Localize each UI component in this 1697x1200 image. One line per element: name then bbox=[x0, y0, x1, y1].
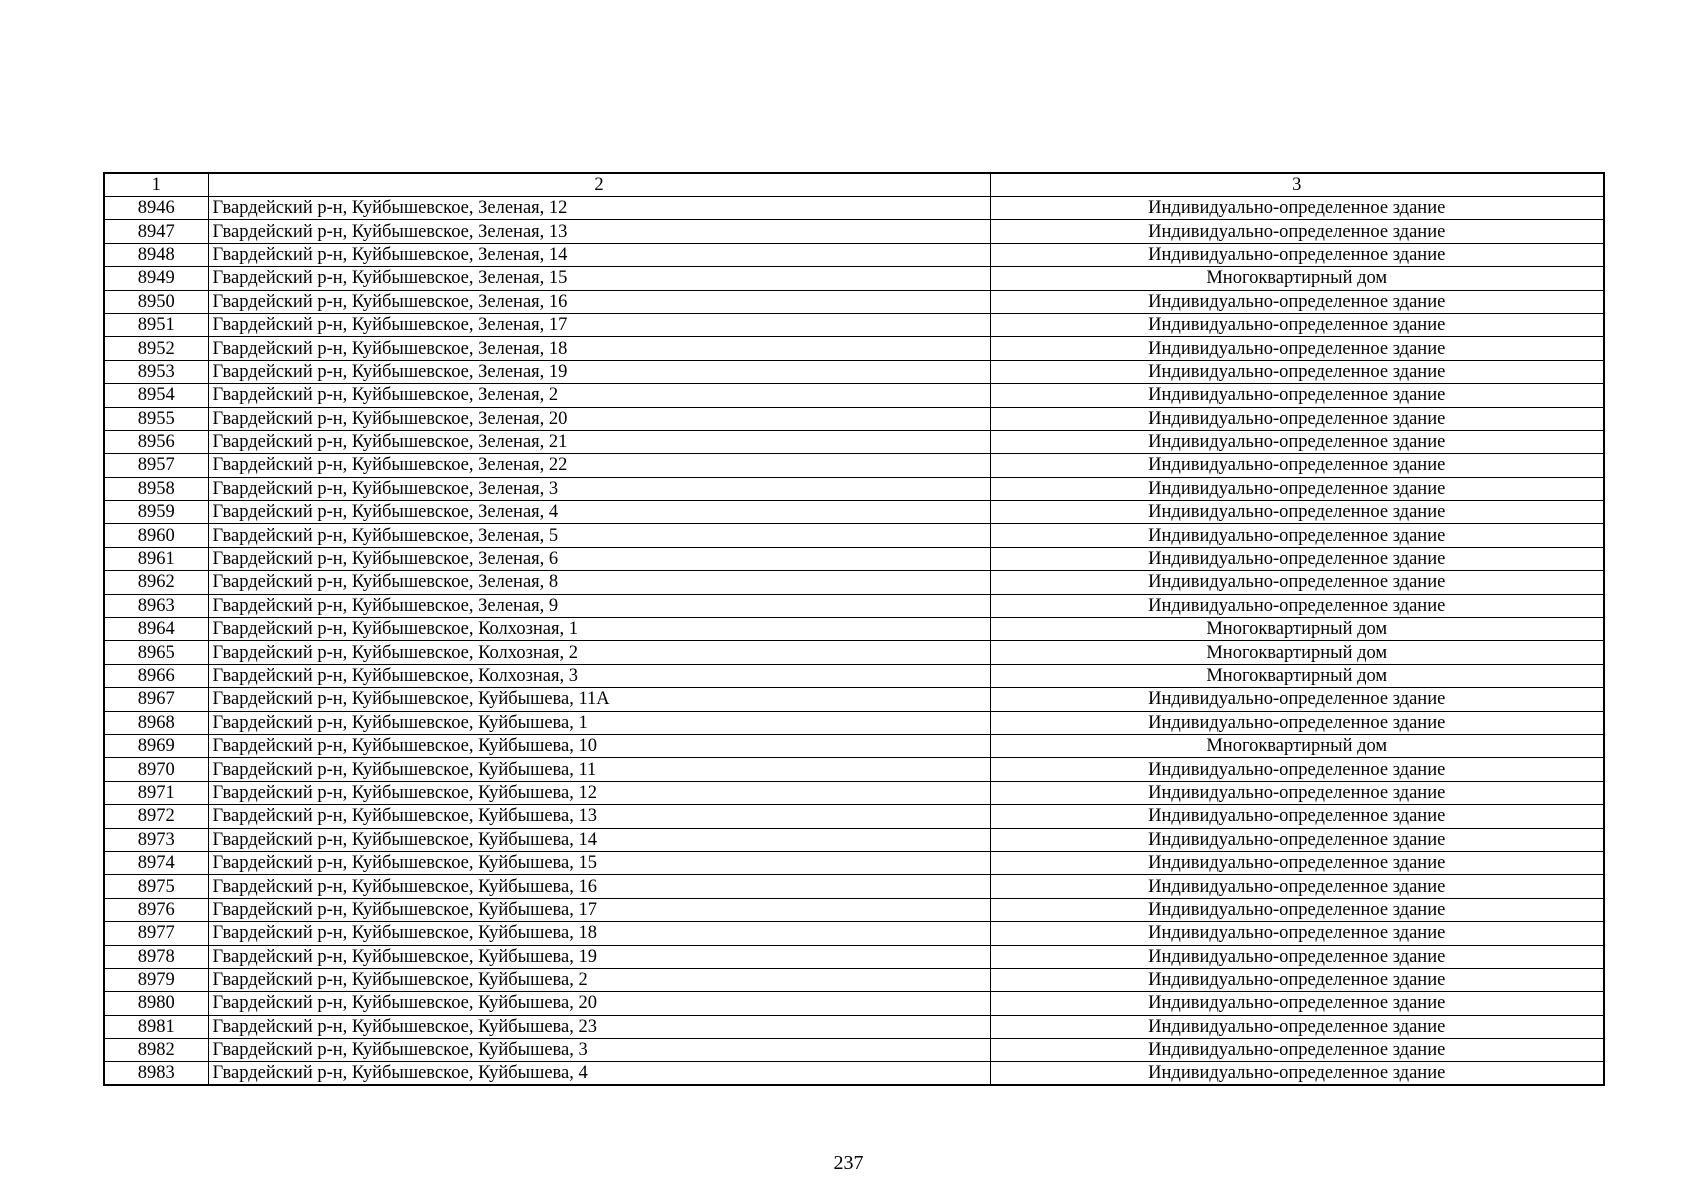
table-row bbox=[104, 524, 1604, 547]
table-row bbox=[104, 922, 1604, 945]
row-type-cell: Многоквартирный дом bbox=[990, 664, 1604, 687]
table-row bbox=[104, 945, 1604, 968]
row-address-cell: Гвардейский р-н, Куйбышевское, Зеленая, 15 bbox=[208, 267, 990, 290]
row-address-cell: Гвардейский р-н, Куйбышевское, Куйбышева, 13 bbox=[208, 805, 990, 828]
row-address-cell: Гвардейский р-н, Куйбышевское, Зеленая, 22 bbox=[208, 454, 990, 477]
header-col-2: 2 bbox=[208, 173, 990, 197]
row-number-cell: 8948 bbox=[104, 243, 208, 266]
table-row bbox=[104, 992, 1604, 1015]
row-address-cell: Гвардейский р-н, Куйбышевское, Куйбышева, 19 bbox=[208, 945, 990, 968]
row-type-cell: Индивидуально-определенное здание bbox=[990, 1015, 1604, 1038]
row-type-cell: Индивидуально-определенное здание bbox=[990, 875, 1604, 898]
table-row bbox=[104, 758, 1604, 781]
row-address-cell: Гвардейский р-н, Куйбышевское, Куйбышева, 14 bbox=[208, 828, 990, 851]
table-row bbox=[104, 711, 1604, 734]
row-address-cell: Гвардейский р-н, Куйбышевское, Зеленая, 13 bbox=[208, 220, 990, 243]
row-type-cell: Индивидуально-определенное здание bbox=[990, 968, 1604, 991]
row-address-cell: Гвардейский р-н, Куйбышевское, Куйбышева, 11А bbox=[208, 688, 990, 711]
row-number-cell: 8970 bbox=[104, 758, 208, 781]
row-type-cell: Индивидуально-определенное здание bbox=[990, 805, 1604, 828]
table-row bbox=[104, 197, 1604, 220]
row-address-cell: Гвардейский р-н, Куйбышевское, Зеленая, 5 bbox=[208, 524, 990, 547]
row-number-cell: 8976 bbox=[104, 898, 208, 921]
row-type-cell: Индивидуально-определенное здание bbox=[990, 430, 1604, 453]
table-row bbox=[104, 594, 1604, 617]
row-address-cell: Гвардейский р-н, Куйбышевское, Куйбышева, 15 bbox=[208, 851, 990, 874]
table-row bbox=[104, 1062, 1604, 1086]
row-address-cell: Гвардейский р-н, Куйбышевское, Зеленая, 2 bbox=[208, 384, 990, 407]
row-number-cell: 8969 bbox=[104, 734, 208, 757]
row-address-cell: Гвардейский р-н, Куйбышевское, Зеленая, 19 bbox=[208, 360, 990, 383]
row-number-cell: 8947 bbox=[104, 220, 208, 243]
row-address-cell: Гвардейский р-н, Куйбышевское, Куйбышева, 17 bbox=[208, 898, 990, 921]
row-address-cell: Гвардейский р-н, Куйбышевское, Куйбышева, 1 bbox=[208, 711, 990, 734]
table-row bbox=[104, 618, 1604, 641]
row-number-cell: 8954 bbox=[104, 384, 208, 407]
row-type-cell: Индивидуально-определенное здание bbox=[990, 688, 1604, 711]
row-number-cell: 8951 bbox=[104, 313, 208, 336]
row-number-cell: 8955 bbox=[104, 407, 208, 430]
table-row bbox=[104, 664, 1604, 687]
row-type-cell: Индивидуально-определенное здание bbox=[990, 197, 1604, 220]
row-address-cell: Гвардейский р-н, Куйбышевское, Куйбышева, 2 bbox=[208, 968, 990, 991]
row-number-cell: 8961 bbox=[104, 547, 208, 570]
row-type-cell: Индивидуально-определенное здание bbox=[990, 828, 1604, 851]
row-number-cell: 8974 bbox=[104, 851, 208, 874]
table-row bbox=[104, 641, 1604, 664]
page-number: 237 bbox=[833, 1152, 864, 1174]
row-number-cell: 8958 bbox=[104, 477, 208, 500]
row-number-cell: 8966 bbox=[104, 664, 208, 687]
row-address-cell: Гвардейский р-н, Куйбышевское, Колхозная, 3 bbox=[208, 664, 990, 687]
row-type-cell: Индивидуально-определенное здание bbox=[990, 571, 1604, 594]
table-row bbox=[104, 454, 1604, 477]
row-address-cell: Гвардейский р-н, Куйбышевское, Зеленая, 17 bbox=[208, 313, 990, 336]
row-type-cell: Индивидуально-определенное здание bbox=[990, 1062, 1604, 1086]
table-row bbox=[104, 501, 1604, 524]
row-address-cell: Гвардейский р-н, Куйбышевское, Куйбышева, 18 bbox=[208, 922, 990, 945]
table-row bbox=[104, 220, 1604, 243]
row-number-cell: 8978 bbox=[104, 945, 208, 968]
table-row bbox=[104, 828, 1604, 851]
row-address-cell: Гвардейский р-н, Куйбышевское, Куйбышева, 3 bbox=[208, 1039, 990, 1062]
row-type-cell: Индивидуально-определенное здание bbox=[990, 851, 1604, 874]
table-row bbox=[104, 360, 1604, 383]
table-row bbox=[104, 851, 1604, 874]
row-address-cell: Гвардейский р-н, Куйбышевское, Зеленая, 9 bbox=[208, 594, 990, 617]
row-address-cell: Гвардейский р-н, Куйбышевское, Куйбышева, 20 bbox=[208, 992, 990, 1015]
row-address-cell: Гвардейский р-н, Куйбышевское, Куйбышева, 10 bbox=[208, 734, 990, 757]
row-type-cell: Индивидуально-определенное здание bbox=[990, 945, 1604, 968]
row-number-cell: 8980 bbox=[104, 992, 208, 1015]
row-type-cell: Индивидуально-определенное здание bbox=[990, 477, 1604, 500]
row-address-cell: Гвардейский р-н, Куйбышевское, Куйбышева, 16 bbox=[208, 875, 990, 898]
row-number-cell: 8977 bbox=[104, 922, 208, 945]
row-type-cell: Индивидуально-определенное здание bbox=[990, 594, 1604, 617]
row-address-cell: Гвардейский р-н, Куйбышевское, Колхозная, 2 bbox=[208, 641, 990, 664]
table-row bbox=[104, 1015, 1604, 1038]
row-number-cell: 8981 bbox=[104, 1015, 208, 1038]
row-number-cell: 8956 bbox=[104, 430, 208, 453]
row-type-cell: Индивидуально-определенное здание bbox=[990, 781, 1604, 804]
row-number-cell: 8953 bbox=[104, 360, 208, 383]
table-row bbox=[104, 243, 1604, 266]
row-number-cell: 8964 bbox=[104, 618, 208, 641]
row-type-cell: Индивидуально-определенное здание bbox=[990, 454, 1604, 477]
row-type-cell: Индивидуально-определенное здание bbox=[990, 407, 1604, 430]
row-number-cell: 8979 bbox=[104, 968, 208, 991]
row-address-cell: Гвардейский р-н, Куйбышевское, Зеленая, 12 bbox=[208, 197, 990, 220]
row-address-cell: Гвардейский р-н, Куйбышевское, Зеленая, 18 bbox=[208, 337, 990, 360]
row-number-cell: 8983 bbox=[104, 1062, 208, 1086]
row-type-cell: Индивидуально-определенное здание bbox=[990, 1039, 1604, 1062]
table-row bbox=[104, 267, 1604, 290]
table-row bbox=[104, 898, 1604, 921]
row-type-cell: Многоквартирный дом bbox=[990, 641, 1604, 664]
row-address-cell: Гвардейский р-н, Куйбышевское, Куйбышева, 4 bbox=[208, 1062, 990, 1086]
row-type-cell: Многоквартирный дом bbox=[990, 618, 1604, 641]
table-row bbox=[104, 407, 1604, 430]
row-address-cell: Гвардейский р-н, Куйбышевское, Куйбышева, 11 bbox=[208, 758, 990, 781]
row-type-cell: Многоквартирный дом bbox=[990, 267, 1604, 290]
table-row bbox=[104, 313, 1604, 336]
row-number-cell: 8971 bbox=[104, 781, 208, 804]
row-number-cell: 8973 bbox=[104, 828, 208, 851]
row-number-cell: 8946 bbox=[104, 197, 208, 220]
row-type-cell: Индивидуально-определенное здание bbox=[990, 337, 1604, 360]
row-type-cell: Индивидуально-определенное здание bbox=[990, 711, 1604, 734]
table-row bbox=[104, 1039, 1604, 1062]
table-row bbox=[104, 430, 1604, 453]
row-number-cell: 8957 bbox=[104, 454, 208, 477]
table-row bbox=[104, 384, 1604, 407]
row-address-cell: Гвардейский р-н, Куйбышевское, Зеленая, 6 bbox=[208, 547, 990, 570]
table-row bbox=[104, 805, 1604, 828]
table-row bbox=[104, 290, 1604, 313]
row-number-cell: 8967 bbox=[104, 688, 208, 711]
row-type-cell: Индивидуально-определенное здание bbox=[990, 992, 1604, 1015]
row-number-cell: 8982 bbox=[104, 1039, 208, 1062]
row-type-cell: Индивидуально-определенное здание bbox=[990, 360, 1604, 383]
row-type-cell: Индивидуально-определенное здание bbox=[990, 547, 1604, 570]
row-type-cell: Индивидуально-определенное здание bbox=[990, 313, 1604, 336]
row-number-cell: 8949 bbox=[104, 267, 208, 290]
row-address-cell: Гвардейский р-н, Куйбышевское, Зеленая, 3 bbox=[208, 477, 990, 500]
table-row bbox=[104, 734, 1604, 757]
row-type-cell: Многоквартирный дом bbox=[990, 734, 1604, 757]
row-type-cell: Индивидуально-определенное здание bbox=[990, 898, 1604, 921]
row-address-cell: Гвардейский р-н, Куйбышевское, Зеленая, 8 bbox=[208, 571, 990, 594]
row-type-cell: Индивидуально-определенное здание bbox=[990, 220, 1604, 243]
row-type-cell: Индивидуально-определенное здание bbox=[990, 290, 1604, 313]
table-row bbox=[104, 688, 1604, 711]
row-number-cell: 8972 bbox=[104, 805, 208, 828]
table-header bbox=[104, 173, 1604, 197]
header-row bbox=[104, 173, 1604, 197]
row-number-cell: 8960 bbox=[104, 524, 208, 547]
registry-table-container bbox=[103, 172, 1603, 1086]
row-type-cell: Индивидуально-определенное здание bbox=[990, 243, 1604, 266]
table-row bbox=[104, 968, 1604, 991]
row-address-cell: Гвардейский р-н, Куйбышевское, Куйбышева, 12 bbox=[208, 781, 990, 804]
table-body bbox=[104, 197, 1604, 1086]
row-address-cell: Гвардейский р-н, Куйбышевское, Зеленая, 20 bbox=[208, 407, 990, 430]
row-number-cell: 8952 bbox=[104, 337, 208, 360]
table-row bbox=[104, 477, 1604, 500]
header-col-3: 3 bbox=[990, 173, 1604, 197]
row-address-cell: Гвардейский р-н, Куйбышевское, Зеленая, 16 bbox=[208, 290, 990, 313]
row-number-cell: 8950 bbox=[104, 290, 208, 313]
row-address-cell: Гвардейский р-н, Куйбышевское, Колхозная, 1 bbox=[208, 618, 990, 641]
table-row bbox=[104, 875, 1604, 898]
row-address-cell: Гвардейский р-н, Куйбышевское, Зеленая, 21 bbox=[208, 430, 990, 453]
registry-table bbox=[103, 172, 1605, 1086]
table-row bbox=[104, 571, 1604, 594]
row-number-cell: 8965 bbox=[104, 641, 208, 664]
header-col-1: 1 bbox=[104, 173, 208, 197]
row-address-cell: Гвардейский р-н, Куйбышевское, Зеленая, 14 bbox=[208, 243, 990, 266]
row-number-cell: 8963 bbox=[104, 594, 208, 617]
row-type-cell: Индивидуально-определенное здание bbox=[990, 384, 1604, 407]
row-type-cell: Индивидуально-определенное здание bbox=[990, 922, 1604, 945]
row-address-cell: Гвардейский р-н, Куйбышевское, Зеленая, 4 bbox=[208, 501, 990, 524]
table-row bbox=[104, 781, 1604, 804]
row-number-cell: 8968 bbox=[104, 711, 208, 734]
row-number-cell: 8975 bbox=[104, 875, 208, 898]
row-type-cell: Индивидуально-определенное здание bbox=[990, 524, 1604, 547]
row-type-cell: Индивидуально-определенное здание bbox=[990, 501, 1604, 524]
table-row bbox=[104, 337, 1604, 360]
row-address-cell: Гвардейский р-н, Куйбышевское, Куйбышева, 23 bbox=[208, 1015, 990, 1038]
row-number-cell: 8959 bbox=[104, 501, 208, 524]
row-type-cell: Индивидуально-определенное здание bbox=[990, 758, 1604, 781]
row-number-cell: 8962 bbox=[104, 571, 208, 594]
table-row bbox=[104, 547, 1604, 570]
